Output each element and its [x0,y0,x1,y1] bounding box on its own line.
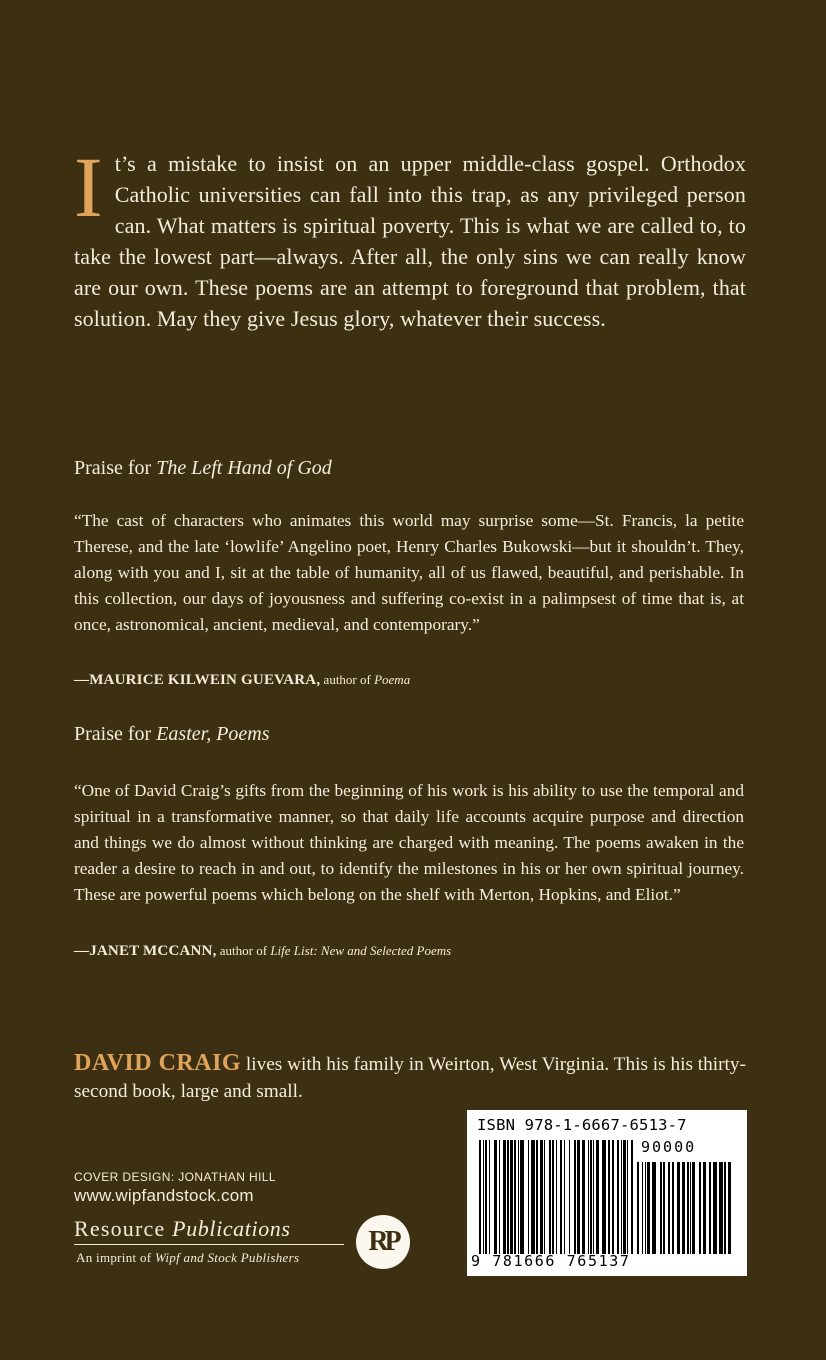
author-bio [74,1050,746,1105]
imprint-text: An imprint of [76,1250,155,1265]
barcode-bar [507,1140,509,1254]
barcode-bar [549,1140,551,1254]
praise-heading-2 [74,722,270,746]
barcode-bar [642,1162,643,1254]
barcode-bar [540,1140,543,1254]
drop-cap: I [74,139,103,235]
addon-barcode-bars [637,1162,733,1254]
barcode-bar [663,1162,665,1254]
barcode-bar [703,1162,706,1254]
publisher-divider [74,1244,344,1245]
ean-digits: 9 781666 765137 [471,1252,631,1270]
barcode-bar [485,1140,487,1254]
intro-paragraph [74,139,746,334]
attribution-name: —MAURICE KILWEIN GUEVARA, [74,672,321,688]
barcode-bar [564,1140,565,1254]
bio-text: lives with his family in Weirton, West Virginia. This is his thirty-second book, large and small. [74,1054,746,1102]
barcode-bar [518,1140,519,1254]
barcode-bar [514,1140,516,1254]
barcode-bar [596,1140,599,1254]
isbn-barcode [467,1110,747,1276]
publisher-name [74,1216,291,1242]
publisher-name-b: Publications [172,1216,291,1241]
praise-prefix: Praise for [74,457,157,479]
barcode-bar [699,1162,701,1254]
praise-heading-1 [74,456,332,480]
praise-attribution-2 [74,942,451,960]
barcode-bar [660,1162,662,1254]
barcode-bar [690,1162,691,1254]
barcode-bar [552,1140,554,1254]
barcode-bar [709,1162,711,1254]
imprint-publisher: Wipf and Stock Publishers [154,1250,300,1265]
praise-quote-1: “The cast of characters who animates this world may surprise some—St. Francis, la petite Therese, and the late ‘lowlife’ Angelino poet, Henry Charles Bukowski—but it shouldn’t. They, along with you and I, sit at the table of humanity, all of us flawed, beautiful, and perishable. In this collection, our days of joyousness and suffering co-exist in a palimpsest of time that is, at once, astronomical, ancient, medieval, and contemporary.” [74,511,744,634]
barcode-bar [631,1140,633,1254]
praise-attribution-1 [74,671,410,689]
barcode-bar [560,1140,562,1254]
barcode-bar [645,1162,646,1254]
price-addon-digits: 90000 [641,1138,697,1156]
barcode-bar [479,1140,481,1254]
barcode-bar [536,1140,538,1254]
barcode-bar [652,1162,656,1254]
praise-quote-2: “One of David Craig’s gifts from the beginning of his work is his ability to use the temporal and spiritual in a transformative manner, so that daily life accounts acquire purpose and direction and things we do almost without thinking are charged with meaning. The poems awaken in the reader a desire to reach in and out, to identify the milestones in his or her own spiritual journey. These are powerful poems which belong on the shelf with Merton, Hopkins, and Eliot.” [74,781,744,904]
barcode-bar [489,1140,490,1254]
barcode-bar [724,1162,726,1254]
isbn-text: ISBN 978-1-6667-6513-7 [477,1116,687,1134]
barcode-bar [728,1162,731,1254]
barcode-bar [627,1140,628,1254]
attribution-work: Poema [374,672,411,687]
barcode-bar [608,1140,610,1254]
publisher-logo: RP [356,1215,410,1269]
attribution-name: —JANET MCCANN, [74,943,217,959]
imprint-line [76,1250,299,1266]
attribution-text: author of [320,672,375,687]
barcode-bar [483,1140,484,1254]
barcode-bar [617,1140,619,1254]
barcode-bar [520,1140,524,1254]
barcode-bar [677,1162,680,1254]
ean-barcode-bars [479,1140,633,1254]
barcode-bar [602,1140,606,1254]
barcode-bar [531,1140,535,1254]
barcode-bar [503,1140,506,1254]
barcode-bar [692,1162,695,1254]
barcode-bar [672,1162,674,1254]
barcode-bar [713,1162,717,1254]
barcode-bar [544,1140,545,1254]
intro-text: t’s a mistake to insist on an upper middle-class gospel. Orthodox Catholic universities can fall into this trap, as any privileged person can. What matters is spiritual poverty. This is what we are called to, to take the lowest part—always. After all, the only sins we can really know are our own. These poems are an attempt to foreground that problem, that solution. May they give Jesus glory, whatever their success. [74,151,746,331]
praise-title: Easter, Poems [156,723,270,745]
attribution-work: Life List: New and Selected Poems [270,943,452,958]
barcode-bar [647,1162,650,1254]
barcode-bar [682,1162,685,1254]
barcode-bar [668,1162,670,1254]
publisher-website: www.wipfandstock.com [74,1186,254,1205]
barcode-bar [574,1140,576,1254]
attribution-text: author of [216,943,271,958]
barcode-bar [588,1140,589,1254]
barcode-bar [577,1140,580,1254]
barcode-bar [528,1140,529,1254]
barcode-bar [556,1140,557,1254]
barcode-bar [621,1140,622,1254]
barcode-bar [593,1140,594,1254]
praise-prefix: Praise for [74,723,157,745]
barcode-bar [494,1140,497,1254]
barcode-bar [582,1140,585,1254]
cover-design-credit: COVER DESIGN: JONATHAN HILL [74,1170,276,1184]
barcode-bar [510,1140,513,1254]
author-name: DAVID CRAIG [74,1050,242,1076]
barcode-bar [719,1162,723,1254]
publisher-name-a: Resource [74,1216,173,1241]
barcode-bar [623,1140,626,1254]
barcode-bar [590,1140,592,1254]
praise-title: The Left Hand of God [156,457,332,479]
barcode-bar [637,1162,639,1254]
barcode-bar [612,1140,614,1254]
barcode-bar [499,1140,500,1254]
barcode-bar [687,1162,689,1254]
barcode-bar [569,1140,570,1254]
